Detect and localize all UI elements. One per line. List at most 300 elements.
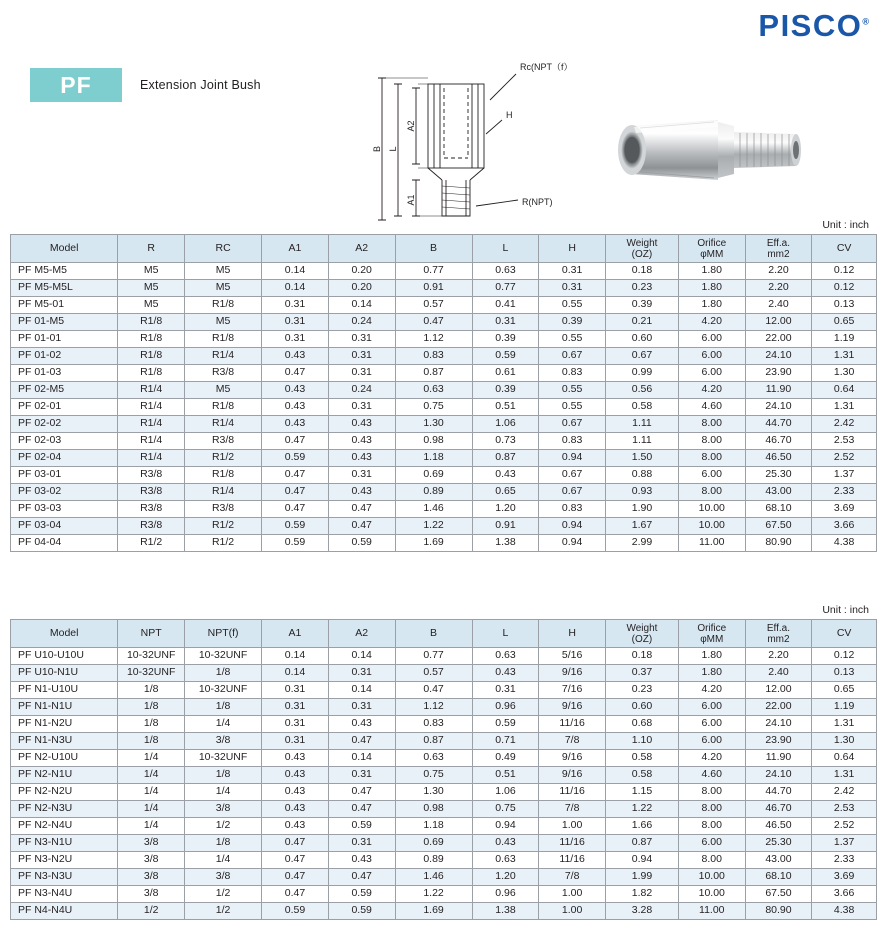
table1-body <box>11 263 877 552</box>
cell-value: 0.20 <box>328 280 395 297</box>
cell-value: 0.31 <box>262 314 329 331</box>
cell-value: 1/8 <box>185 835 262 852</box>
cell-value: 6.00 <box>678 733 745 750</box>
cell-model: PF N2-U10U <box>11 750 118 767</box>
cell-value: 1.15 <box>605 784 678 801</box>
cell-value: 0.65 <box>812 314 877 331</box>
cell-value: 0.63 <box>472 263 539 280</box>
table-row <box>11 784 877 801</box>
table-row <box>11 750 877 767</box>
cell-value: 0.75 <box>472 801 539 818</box>
column-header-h: H <box>539 620 606 648</box>
cell-value: 68.10 <box>745 869 812 886</box>
column-header-l: L <box>472 235 539 263</box>
table-row <box>11 399 877 416</box>
cell-value: M5 <box>185 280 262 297</box>
cell-value: 0.58 <box>605 767 678 784</box>
cell-value: 22.00 <box>745 331 812 348</box>
cell-value: 1.30 <box>812 365 877 382</box>
cell-value: 0.94 <box>472 818 539 835</box>
cell-value: 0.96 <box>472 886 539 903</box>
cell-value: 9/16 <box>539 699 606 716</box>
cell-value: 2.52 <box>812 818 877 835</box>
cell-value: 0.18 <box>605 648 678 665</box>
cell-value: 1/2 <box>118 903 185 920</box>
cell-value: 8.00 <box>678 450 745 467</box>
cell-value: 11/16 <box>539 784 606 801</box>
cell-value: 2.33 <box>812 484 877 501</box>
cell-model: PF N2-N4U <box>11 818 118 835</box>
cell-value: 0.47 <box>328 801 395 818</box>
cell-value: 1.82 <box>605 886 678 903</box>
unit-label-table2: Unit : inch <box>822 604 869 616</box>
cell-value: 0.83 <box>395 716 472 733</box>
cell-value: 0.31 <box>328 699 395 716</box>
cell-value: 0.39 <box>539 314 606 331</box>
cell-value: 0.67 <box>539 416 606 433</box>
table-row <box>11 835 877 852</box>
cell-value: 10.00 <box>678 869 745 886</box>
cell-value: 8.00 <box>678 852 745 869</box>
cell-value: 1.46 <box>395 501 472 518</box>
table-row <box>11 416 877 433</box>
cell-value: 1.22 <box>395 518 472 535</box>
cell-value: 5/16 <box>539 648 606 665</box>
cell-value: 0.31 <box>262 733 329 750</box>
cell-model: PF N3-N3U <box>11 869 118 886</box>
cell-model: PF 03-01 <box>11 467 118 484</box>
cell-value: 0.47 <box>328 733 395 750</box>
cell-value: 11.90 <box>745 382 812 399</box>
cell-value: 10.00 <box>678 886 745 903</box>
cell-value: 1.20 <box>472 869 539 886</box>
cell-value: 0.47 <box>328 869 395 886</box>
cell-value: 0.64 <box>812 750 877 767</box>
cell-value: 0.43 <box>262 416 329 433</box>
table-row <box>11 331 877 348</box>
cell-value: 3.66 <box>812 886 877 903</box>
table-row <box>11 348 877 365</box>
cell-value: R1/8 <box>185 331 262 348</box>
cell-value: 1/4 <box>185 852 262 869</box>
cell-value: 0.13 <box>812 297 877 314</box>
table2-body <box>11 648 877 920</box>
cell-value: 1/2 <box>185 886 262 903</box>
cell-value: 0.43 <box>328 716 395 733</box>
cell-value: 0.43 <box>328 450 395 467</box>
cell-value: 0.14 <box>262 665 329 682</box>
cell-value: R1/4 <box>118 399 185 416</box>
table-row <box>11 818 877 835</box>
column-header-weight: Weight (OZ) <box>605 620 678 648</box>
cell-value: 0.87 <box>605 835 678 852</box>
cell-value: 1.06 <box>472 784 539 801</box>
cell-value: 0.94 <box>539 450 606 467</box>
cell-value: 46.70 <box>745 801 812 818</box>
cell-value: 0.69 <box>395 835 472 852</box>
table-row <box>11 314 877 331</box>
cell-value: 1.38 <box>472 535 539 552</box>
cell-model: PF N2-N3U <box>11 801 118 818</box>
cell-value: 0.91 <box>472 518 539 535</box>
column-header-l: L <box>472 620 539 648</box>
cell-value: 0.31 <box>328 365 395 382</box>
cell-value: 7/8 <box>539 733 606 750</box>
cell-value: 0.98 <box>395 801 472 818</box>
cell-value: 1.80 <box>678 665 745 682</box>
cell-value: 0.89 <box>395 484 472 501</box>
cell-value: 43.00 <box>745 484 812 501</box>
cell-value: 1/8 <box>185 767 262 784</box>
cell-model: PF N3-N2U <box>11 852 118 869</box>
cell-value: 1/8 <box>118 699 185 716</box>
cell-value: 0.14 <box>328 648 395 665</box>
cell-value: 4.38 <box>812 535 877 552</box>
cell-value: 25.30 <box>745 467 812 484</box>
cell-value: 46.50 <box>745 450 812 467</box>
cell-value: 0.68 <box>605 716 678 733</box>
cell-value: 0.43 <box>328 433 395 450</box>
cell-value: 68.10 <box>745 501 812 518</box>
cell-value: 1.37 <box>812 835 877 852</box>
table-row <box>11 450 877 467</box>
label-r-npt: R(NPT) <box>522 197 553 207</box>
cell-value: 0.31 <box>328 331 395 348</box>
label-a2: A2 <box>406 120 416 132</box>
cell-value: 1.19 <box>812 331 877 348</box>
cell-value: 0.43 <box>472 665 539 682</box>
cell-value: 0.87 <box>395 365 472 382</box>
table-row <box>11 682 877 699</box>
column-header-model: Model <box>11 620 118 648</box>
cell-value: 0.58 <box>605 750 678 767</box>
cell-value: 0.60 <box>605 331 678 348</box>
cell-value: M5 <box>185 314 262 331</box>
cell-value: 0.65 <box>812 682 877 699</box>
cell-value: 8.00 <box>678 484 745 501</box>
cell-value: 1/8 <box>118 682 185 699</box>
cell-value: 10-32UNF <box>118 665 185 682</box>
cell-value: 0.43 <box>262 784 329 801</box>
cell-value: 0.47 <box>262 484 329 501</box>
cell-model: PF 03-02 <box>11 484 118 501</box>
table-row <box>11 518 877 535</box>
label-h: H <box>506 110 513 120</box>
table-row <box>11 484 877 501</box>
cell-value: 0.59 <box>328 903 395 920</box>
pisco-logo <box>758 8 869 44</box>
cell-value: 0.88 <box>605 467 678 484</box>
cell-value: R1/4 <box>118 416 185 433</box>
cell-model: PF 03-03 <box>11 501 118 518</box>
cell-value: 44.70 <box>745 784 812 801</box>
column-header-model: Model <box>11 235 118 263</box>
cell-value: 3/8 <box>118 852 185 869</box>
cell-value: 0.61 <box>472 365 539 382</box>
cell-value: 0.43 <box>262 750 329 767</box>
cell-value: 0.31 <box>539 263 606 280</box>
cell-value: R1/2 <box>185 518 262 535</box>
cell-value: 0.59 <box>472 348 539 365</box>
cell-value: 0.31 <box>262 331 329 348</box>
cell-value: M5 <box>185 382 262 399</box>
cell-value: 0.14 <box>328 682 395 699</box>
cell-value: R1/4 <box>118 382 185 399</box>
table-row <box>11 767 877 784</box>
cell-value: 1.31 <box>812 348 877 365</box>
cell-value: 0.59 <box>262 903 329 920</box>
cell-value: 7/8 <box>539 801 606 818</box>
cell-value: R3/8 <box>118 467 185 484</box>
cell-value: 3/8 <box>185 801 262 818</box>
column-header-b: B <box>395 235 472 263</box>
cell-value: 0.94 <box>605 852 678 869</box>
cell-value: 0.59 <box>472 716 539 733</box>
table-row <box>11 886 877 903</box>
table-row <box>11 433 877 450</box>
cell-value: 0.57 <box>395 297 472 314</box>
cell-value: 1.12 <box>395 699 472 716</box>
cell-value: 0.23 <box>605 682 678 699</box>
cell-value: 0.24 <box>328 382 395 399</box>
cell-value: 46.50 <box>745 818 812 835</box>
column-header-npt-f-: NPT(f) <box>185 620 262 648</box>
cell-value: R3/8 <box>185 501 262 518</box>
cell-value: 2.53 <box>812 801 877 818</box>
cell-value: 0.21 <box>605 314 678 331</box>
cell-value: 11.00 <box>678 903 745 920</box>
cell-value: 1.22 <box>605 801 678 818</box>
cell-value: 0.63 <box>472 852 539 869</box>
cell-value: 0.75 <box>395 399 472 416</box>
column-header-b: B <box>395 620 472 648</box>
cell-value: 0.31 <box>472 314 539 331</box>
cell-value: 0.96 <box>472 699 539 716</box>
cell-value: 0.41 <box>472 297 539 314</box>
cell-model: PF 03-04 <box>11 518 118 535</box>
cell-value: 0.47 <box>262 852 329 869</box>
cell-value: R1/4 <box>118 450 185 467</box>
cell-value: 24.10 <box>745 767 812 784</box>
cell-value: 1.18 <box>395 450 472 467</box>
column-header-eff-a-: Eff.a. mm2 <box>745 620 812 648</box>
cell-value: 2.20 <box>745 648 812 665</box>
cell-value: 1.12 <box>395 331 472 348</box>
cell-value: R1/8 <box>185 467 262 484</box>
cell-value: 1/4 <box>185 716 262 733</box>
cell-value: 6.00 <box>678 699 745 716</box>
cell-value: 1.80 <box>678 263 745 280</box>
cell-value: 1.69 <box>395 535 472 552</box>
registered-mark: ® <box>862 16 869 27</box>
cell-value: 0.43 <box>472 835 539 852</box>
table-row <box>11 801 877 818</box>
table-row <box>11 501 877 518</box>
table-row <box>11 699 877 716</box>
column-header-a1: A1 <box>262 235 329 263</box>
cell-value: 4.20 <box>678 750 745 767</box>
cell-value: 0.12 <box>812 263 877 280</box>
cell-value: 11/16 <box>539 852 606 869</box>
cell-value: 0.31 <box>328 835 395 852</box>
cell-value: 6.00 <box>678 348 745 365</box>
cell-value: 1.30 <box>395 784 472 801</box>
cell-value: R1/8 <box>118 314 185 331</box>
cell-value: 0.67 <box>605 348 678 365</box>
cell-value: 8.00 <box>678 784 745 801</box>
cell-value: M5 <box>185 263 262 280</box>
cell-value: R1/4 <box>185 484 262 501</box>
cell-model: PF 04-04 <box>11 535 118 552</box>
cell-value: 8.00 <box>678 801 745 818</box>
cell-value: 1.19 <box>812 699 877 716</box>
cell-value: 0.87 <box>395 733 472 750</box>
cell-value: 0.47 <box>328 518 395 535</box>
cell-value: 0.55 <box>539 297 606 314</box>
table-row <box>11 648 877 665</box>
cell-value: 1.66 <box>605 818 678 835</box>
cell-model: PF 02-03 <box>11 433 118 450</box>
cell-value: R1/8 <box>118 365 185 382</box>
column-header-npt: NPT <box>118 620 185 648</box>
cell-value: 0.99 <box>605 365 678 382</box>
cell-value: 0.14 <box>262 263 329 280</box>
column-header-weight: Weight (OZ) <box>605 235 678 263</box>
cell-value: 67.50 <box>745 886 812 903</box>
cell-value: 1.31 <box>812 767 877 784</box>
column-header-a1: A1 <box>262 620 329 648</box>
cell-value: 2.53 <box>812 433 877 450</box>
table-row <box>11 365 877 382</box>
cell-value: 0.83 <box>395 348 472 365</box>
cell-model: PF M5-M5L <box>11 280 118 297</box>
cell-value: 0.59 <box>262 450 329 467</box>
table-row <box>11 733 877 750</box>
cell-value: 7/16 <box>539 682 606 699</box>
cell-value: 0.43 <box>262 801 329 818</box>
cell-model: PF N3-N1U <box>11 835 118 852</box>
cell-value: 3/8 <box>185 869 262 886</box>
cell-model: PF 02-02 <box>11 416 118 433</box>
table-row <box>11 852 877 869</box>
cell-value: 0.43 <box>262 399 329 416</box>
cell-value: 0.20 <box>328 263 395 280</box>
cell-value: 6.00 <box>678 467 745 484</box>
cell-value: 0.59 <box>328 886 395 903</box>
cell-value: 0.12 <box>812 280 877 297</box>
cell-value: 0.67 <box>539 348 606 365</box>
cell-model: PF N1-N1U <box>11 699 118 716</box>
cell-value: 0.73 <box>472 433 539 450</box>
cell-value: 1/4 <box>185 784 262 801</box>
cell-value: 11/16 <box>539 835 606 852</box>
cell-value: 2.42 <box>812 416 877 433</box>
cell-value: 44.70 <box>745 416 812 433</box>
cell-value: 24.10 <box>745 716 812 733</box>
cell-value: 0.47 <box>262 365 329 382</box>
cell-value: 1.37 <box>812 467 877 484</box>
cell-value: 0.23 <box>605 280 678 297</box>
column-header-cv: CV <box>812 235 877 263</box>
label-b: B <box>372 145 382 153</box>
cell-value: 0.14 <box>262 280 329 297</box>
cell-value: 0.83 <box>539 501 606 518</box>
cell-value: 0.39 <box>605 297 678 314</box>
cell-value: 0.43 <box>262 818 329 835</box>
column-header-cv: CV <box>812 620 877 648</box>
cell-value: 0.31 <box>539 280 606 297</box>
unit-label-table1: Unit : inch <box>822 219 869 231</box>
cell-value: 0.55 <box>539 331 606 348</box>
cell-value: R1/4 <box>185 348 262 365</box>
cell-value: 1.30 <box>812 733 877 750</box>
cell-value: 0.47 <box>262 501 329 518</box>
cell-value: 1.11 <box>605 433 678 450</box>
column-header-eff-a-: Eff.a. mm2 <box>745 235 812 263</box>
table-row <box>11 467 877 484</box>
cell-model: PF 02-M5 <box>11 382 118 399</box>
cell-value: 0.47 <box>328 784 395 801</box>
table-row <box>11 382 877 399</box>
cell-value: 0.51 <box>472 767 539 784</box>
cell-value: 10-32UNF <box>118 648 185 665</box>
cell-value: 0.43 <box>262 382 329 399</box>
cell-value: 3/8 <box>118 835 185 852</box>
column-header-orifice: Orifice φMM <box>678 235 745 263</box>
cell-value: 23.90 <box>745 733 812 750</box>
cell-value: 0.13 <box>812 665 877 682</box>
cell-value: 9/16 <box>539 750 606 767</box>
cell-value: 0.47 <box>262 467 329 484</box>
column-header-r: R <box>118 235 185 263</box>
cell-value: 2.20 <box>745 263 812 280</box>
cell-value: 1/8 <box>185 699 262 716</box>
cell-value: 1/4 <box>118 801 185 818</box>
cell-value: 3/8 <box>185 733 262 750</box>
cell-value: 2.33 <box>812 852 877 869</box>
cell-value: 0.47 <box>328 501 395 518</box>
cell-value: 1.22 <box>395 886 472 903</box>
cell-value: 1.67 <box>605 518 678 535</box>
cell-value: 1.46 <box>395 869 472 886</box>
column-header-a2: A2 <box>328 235 395 263</box>
cell-value: 12.00 <box>745 314 812 331</box>
cell-value: 8.00 <box>678 416 745 433</box>
cell-value: 4.60 <box>678 767 745 784</box>
cell-model: PF 01-M5 <box>11 314 118 331</box>
drawing-svg <box>330 48 630 223</box>
cell-value: 1/4 <box>118 818 185 835</box>
cell-value: 3/8 <box>118 886 185 903</box>
cell-value: 1.38 <box>472 903 539 920</box>
cell-value: 0.37 <box>605 665 678 682</box>
cell-value: 0.83 <box>539 365 606 382</box>
cell-value: M5 <box>118 297 185 314</box>
cell-value: 0.39 <box>472 382 539 399</box>
cell-value: 0.51 <box>472 399 539 416</box>
product-title-block <box>30 68 261 102</box>
cell-value: 0.31 <box>328 767 395 784</box>
cell-value: 0.63 <box>472 648 539 665</box>
cell-model: PF N1-N3U <box>11 733 118 750</box>
table-row <box>11 665 877 682</box>
cell-value: 0.18 <box>605 263 678 280</box>
cell-value: 1/4 <box>118 784 185 801</box>
table1-header-row <box>11 235 877 263</box>
cell-value: 0.89 <box>395 852 472 869</box>
cell-value: 0.63 <box>395 750 472 767</box>
cell-value: 67.50 <box>745 518 812 535</box>
